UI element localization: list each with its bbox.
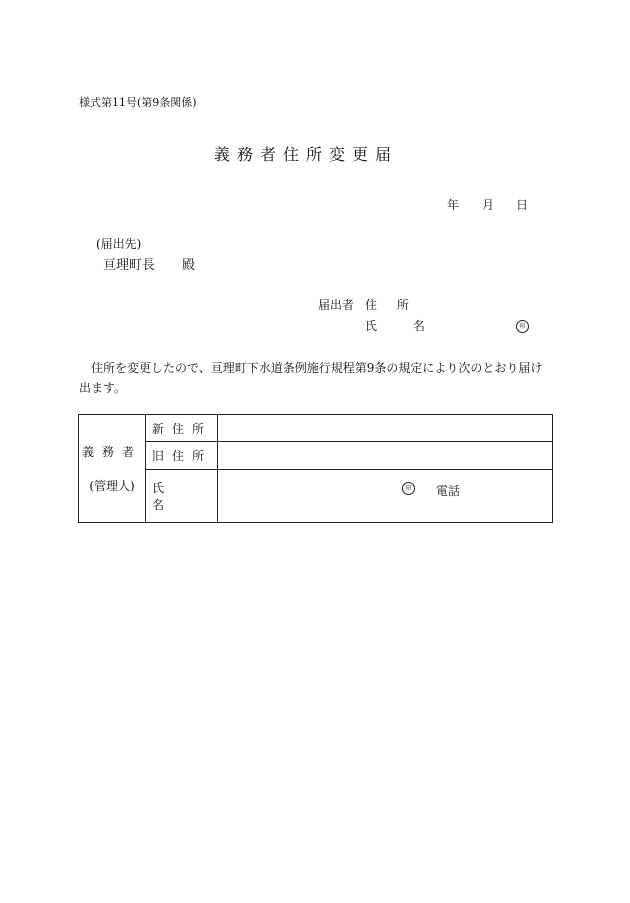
manager-category-label: (管理人) — [89, 478, 135, 493]
obligor-category-cell — [79, 415, 146, 523]
table-row — [79, 415, 553, 442]
old-address-label: 旧住所 — [146, 442, 218, 469]
applicant-label: 届出者 — [318, 298, 355, 312]
addressee-honorific: 殿 — [182, 258, 196, 273]
table-row — [79, 469, 553, 522]
old-address-field[interactable] — [218, 442, 553, 469]
name-seal-mark: 印 — [402, 482, 415, 495]
name-label: 氏名 — [146, 469, 218, 522]
addressee-label: (届出先) — [96, 237, 142, 251]
new-address-label: 新住所 — [146, 415, 218, 442]
form-number: 様式第11号(第9条関係) — [79, 96, 197, 109]
date-day-label: 日 — [516, 198, 529, 212]
phone-label: 電話 — [436, 483, 461, 498]
date-year-label: 年 — [447, 198, 460, 212]
addressee-name: 亘理町長 — [103, 258, 156, 273]
name-field[interactable] — [218, 469, 553, 522]
document-title: 義務者住所変更届 — [214, 145, 399, 164]
obligor-info-table — [78, 414, 553, 523]
obligor-category-label: 義務者 — [81, 444, 142, 459]
table-row — [79, 442, 553, 469]
new-address-field[interactable] — [218, 415, 553, 442]
body-text: 住所を変更したので、亘理町下水道条例施行規程第9条の規定により次のとおり届け出ます。 — [79, 361, 543, 395]
applicant-seal-mark: 印 — [516, 320, 529, 333]
applicant-name-label: 氏 名 — [365, 319, 441, 333]
applicant-address-label: 住 所 — [365, 298, 417, 312]
date-month-label: 月 — [482, 198, 495, 212]
